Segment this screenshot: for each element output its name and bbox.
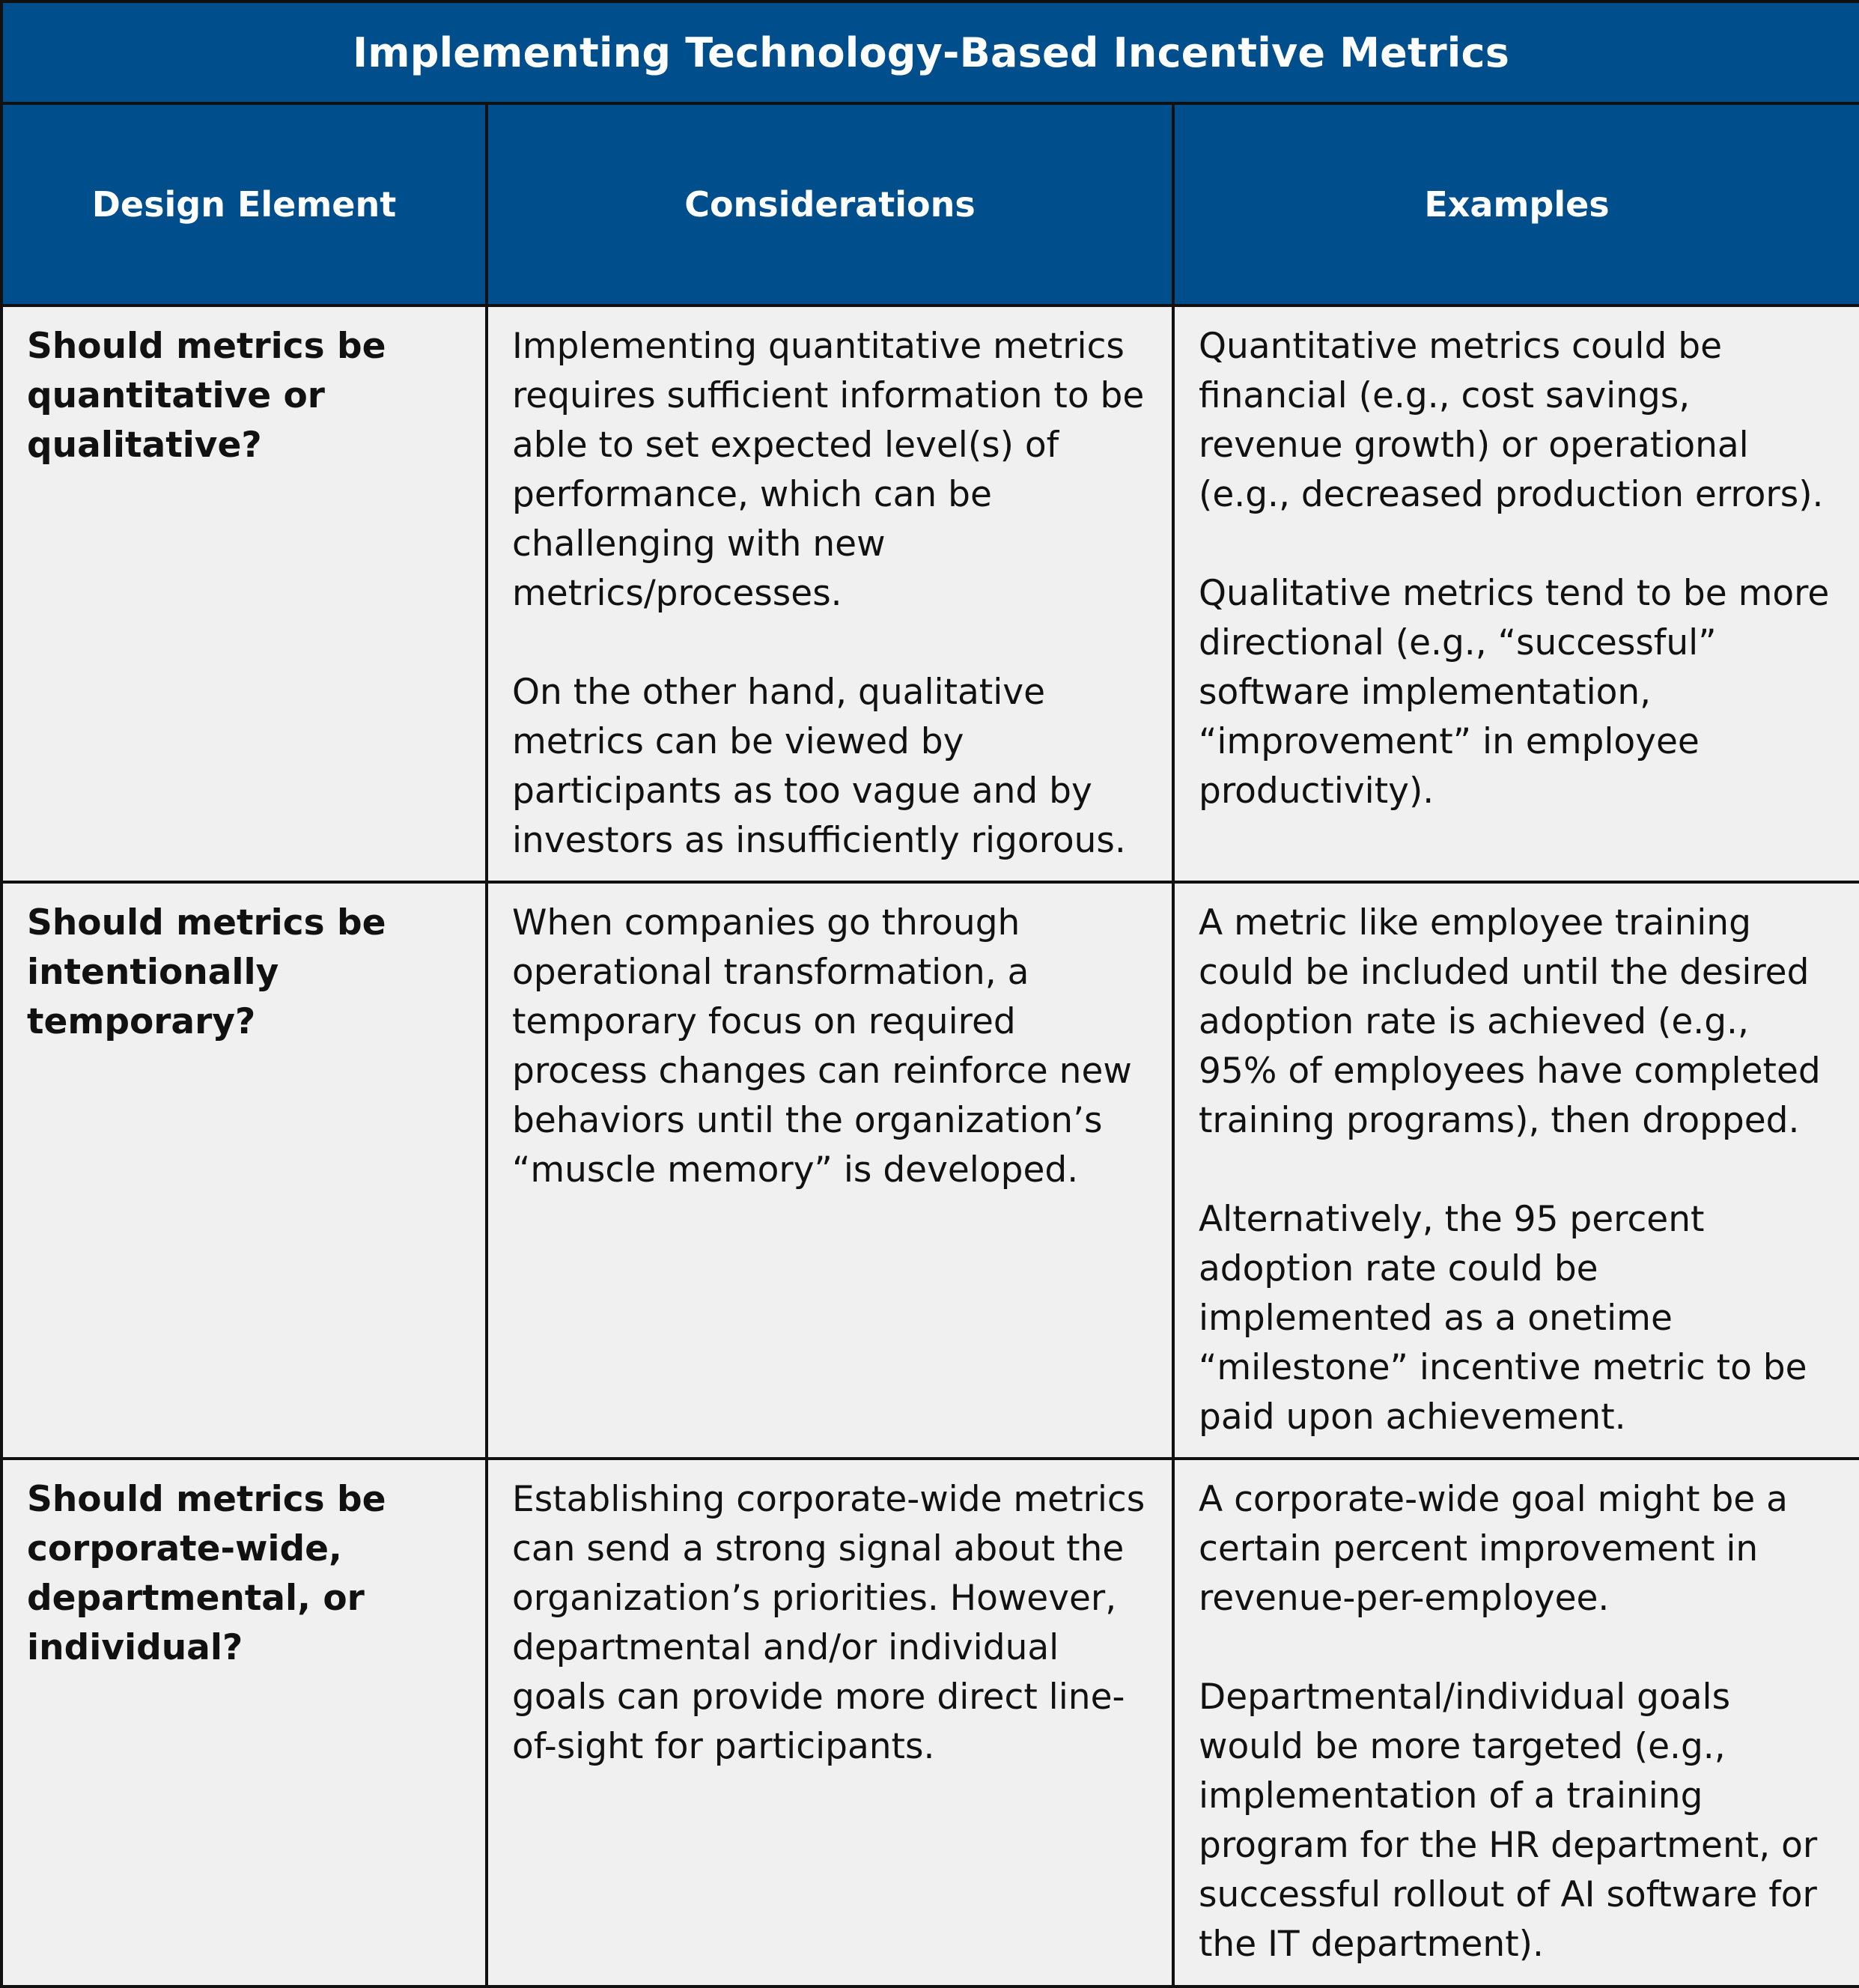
table-title: Implementing Technology-Based Incentive Metrics <box>1 1 1859 103</box>
examples-paragraph: A metric like employee training could be included until the desired adoption rate is achieved (e.g., 95% of employees have completed training programs), then dropped. <box>1199 902 1821 1141</box>
table-row <box>1 882 1859 1459</box>
considerations-cell <box>487 882 1173 1459</box>
design-element-question: Should metrics be corporate-wide, departmental, or individual? <box>27 1479 386 1668</box>
considerations-paragraph: When companies go through operational transformation, a temporary focus on required process changes can reinforce new behaviors until the organization’s “muscle memory” is developed. <box>512 902 1132 1191</box>
considerations-cell <box>487 306 1173 882</box>
considerations-cell <box>487 1459 1173 1987</box>
design-element-cell <box>1 882 487 1459</box>
considerations-paragraph: Establishing corporate-wide metrics can send a strong signal about the organization’s priorities. However, departmental and/or individual goals can provide more direct line-of-sight for participants. <box>512 1479 1145 1767</box>
header-row <box>1 103 1859 306</box>
examples-paragraph: Quantitative metrics could be financial (e.g., cost savings, revenue growth) or operational (e.g., decreased production errors). <box>1199 326 1824 515</box>
design-element-cell <box>1 306 487 882</box>
table-row <box>1 306 1859 882</box>
column-header-considerations: Considerations <box>487 103 1173 306</box>
design-element-question: Should metrics be quantitative or qualitative? <box>27 326 386 466</box>
design-element-cell <box>1 1459 487 1987</box>
title-row <box>1 1 1859 103</box>
table-row <box>1 1459 1859 1987</box>
examples-paragraph: Departmental/individual goals would be more targeted (e.g., implementation of a training program for the HR department, or successful rollout of AI software for the IT department). <box>1199 1677 1818 1965</box>
column-header-design-element: Design Element <box>1 103 487 306</box>
design-element-question: Should metrics be intentionally temporary? <box>27 902 386 1042</box>
examples-paragraph: A corporate-wide goal might be a certain percent improvement in revenue-per-employee. <box>1199 1479 1788 1619</box>
examples-cell <box>1173 882 1859 1459</box>
examples-paragraph: Qualitative metrics tend to be more directional (e.g., “successful” software implementation, “improvement” in employee productivity). <box>1199 573 1830 812</box>
examples-paragraph: Alternatively, the 95 percent adoption rate could be implemented as a onetime “milestone” incentive metric to be paid upon achievement. <box>1199 1199 1807 1438</box>
examples-cell <box>1173 1459 1859 1987</box>
considerations-paragraph: On the other hand, qualitative metrics can be viewed by participants as too vague and by investors as insufficiently rigorous. <box>512 672 1126 861</box>
column-header-examples: Examples <box>1173 103 1859 306</box>
considerations-paragraph: Implementing quantitative metrics requires sufficient information to be able to set expected level(s) of performance, which can be challenging with new metrics/processes. <box>512 326 1145 614</box>
examples-cell <box>1173 306 1859 882</box>
